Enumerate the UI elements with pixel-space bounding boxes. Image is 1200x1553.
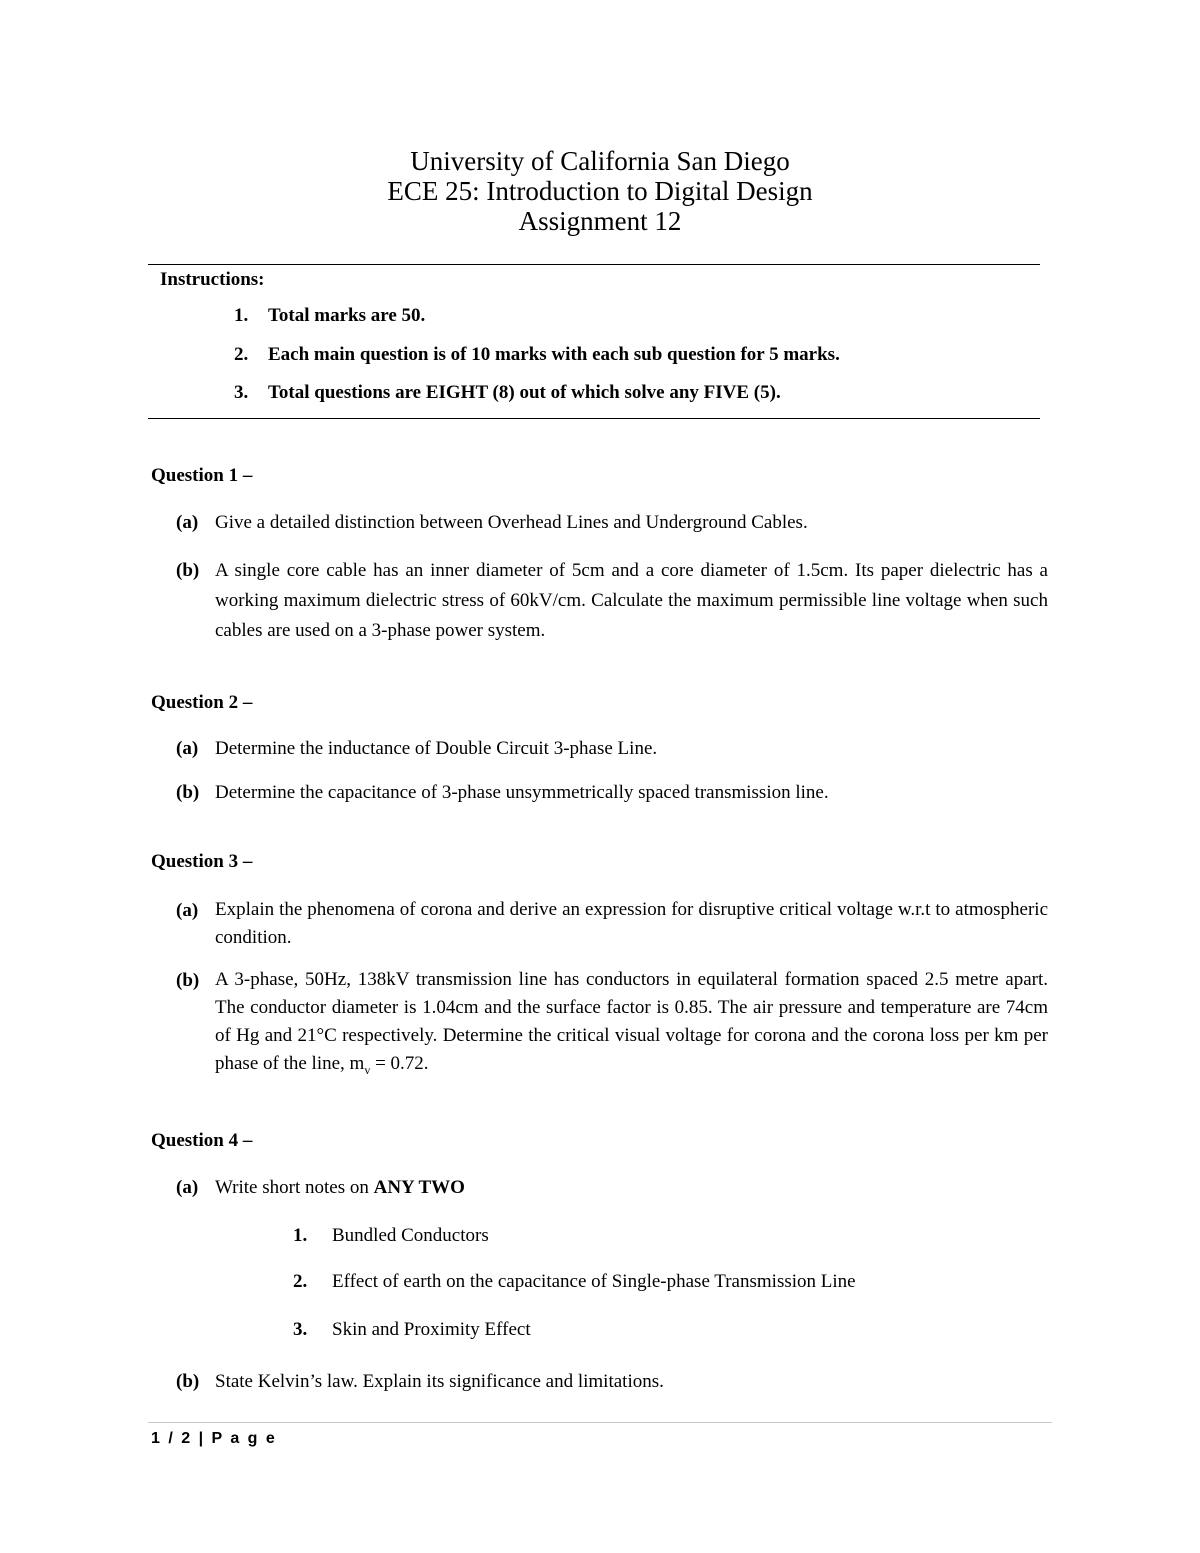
instruction-number: 1. bbox=[234, 305, 249, 326]
instruction-text: Each main question is of 10 marks with each sub question for 5 marks. bbox=[268, 344, 840, 365]
instruction-number: 2. bbox=[234, 344, 249, 365]
short-note-text: Skin and Proximity Effect bbox=[332, 1319, 531, 1340]
question-1 bbox=[151, 464, 1051, 488]
short-note-item bbox=[293, 1270, 856, 1294]
question-part bbox=[176, 508, 1048, 538]
university-name: University of California San Diego bbox=[410, 146, 790, 176]
question-4 bbox=[151, 1129, 1051, 1153]
instructions-heading: Instructions: bbox=[160, 269, 265, 290]
instruction-text: Total marks are 50. bbox=[268, 305, 426, 326]
question-title: Question 2 – bbox=[151, 692, 253, 713]
part-label: (b) bbox=[176, 970, 200, 991]
part-text: Determine the capacitance of 3-phase unsymmetrically spaced transmission line. bbox=[215, 782, 829, 803]
question-part bbox=[176, 1367, 1048, 1397]
short-note-item bbox=[293, 1318, 531, 1342]
short-note-text: Effect of earth on the capacitance of Single-phase Transmission Line bbox=[332, 1271, 856, 1292]
part-text bbox=[215, 966, 1048, 1084]
short-note-number: 2. bbox=[293, 1271, 308, 1292]
instructions-top-divider bbox=[148, 264, 1040, 265]
short-note-number: 1. bbox=[293, 1225, 308, 1246]
question-part bbox=[176, 778, 1048, 808]
part-text: Give a detailed distinction between Overhead Lines and Underground Cables. bbox=[215, 512, 808, 533]
short-note-text: Bundled Conductors bbox=[332, 1225, 489, 1246]
part-label: (a) bbox=[176, 1177, 199, 1198]
document-header bbox=[0, 146, 1200, 236]
instruction-number: 3. bbox=[234, 382, 249, 403]
part-label: (b) bbox=[176, 1371, 200, 1392]
question-part bbox=[176, 556, 1048, 646]
part-label: (b) bbox=[176, 782, 200, 803]
question-part bbox=[176, 966, 1048, 1084]
part-text-main: A 3-phase, 50Hz, 138kV transmission line has conductors in equilateral formation spaced 2.5 metre apart. The conductor diameter is 1.04cm and the surface factor is 0.85. The air pressure and temperature are 74cm of Hg and 21°C respectively. Determine the critical visual voltage for corona and the corona loss per km per phase of the line, m bbox=[215, 969, 1048, 1074]
part-text: Explain the phenomena of corona and derive an expression for disruptive critical voltage w.r.t to atmospheric condition. bbox=[215, 899, 1048, 948]
question-part bbox=[176, 734, 1048, 764]
footer-divider bbox=[148, 1422, 1052, 1423]
part-label: (a) bbox=[176, 738, 199, 759]
question-2 bbox=[151, 691, 1051, 715]
question-3 bbox=[151, 850, 1051, 874]
part-label: (a) bbox=[176, 900, 199, 921]
question-title: Question 4 – bbox=[151, 1130, 253, 1151]
part-text-main: Write short notes on bbox=[215, 1177, 374, 1198]
course-title: ECE 25: Introduction to Digital Design bbox=[387, 176, 813, 206]
question-part bbox=[176, 1173, 1048, 1203]
part-text-emphasis: ANY TWO bbox=[373, 1177, 465, 1198]
question-title: Question 3 – bbox=[151, 851, 253, 872]
short-note-item bbox=[293, 1224, 489, 1248]
subscript-v: v bbox=[364, 1062, 371, 1077]
part-text-tail: = 0.72. bbox=[370, 1053, 429, 1074]
assignment-title: Assignment 12 bbox=[518, 206, 682, 236]
question-title: Question 1 – bbox=[151, 465, 253, 486]
instructions-bottom-divider bbox=[148, 418, 1040, 419]
instruction-item bbox=[234, 381, 781, 405]
part-text: Determine the inductance of Double Circuit 3-phase Line. bbox=[215, 738, 658, 759]
part-label: (a) bbox=[176, 512, 199, 533]
part-text bbox=[215, 1173, 1048, 1203]
instructions-box bbox=[160, 268, 1030, 292]
short-note-number: 3. bbox=[293, 1319, 308, 1340]
question-part bbox=[176, 896, 1048, 952]
instruction-text: Total questions are EIGHT (8) out of which solve any FIVE (5). bbox=[268, 382, 781, 403]
instruction-item bbox=[234, 304, 425, 328]
part-label: (b) bbox=[176, 560, 200, 581]
instruction-item bbox=[234, 343, 840, 367]
page-number: 1 / 2 | P a g e bbox=[151, 1430, 277, 1447]
part-text: State Kelvin’s law. Explain its significance and limitations. bbox=[215, 1371, 664, 1392]
part-text: A single core cable has an inner diameter of 5cm and a core diameter of 1.5cm. Its paper dielectric has a working maximum dielectric stress of 60kV/cm. Calculate the maximum permissible line voltage when such cables are used on a 3-phase power system. bbox=[215, 560, 1048, 641]
